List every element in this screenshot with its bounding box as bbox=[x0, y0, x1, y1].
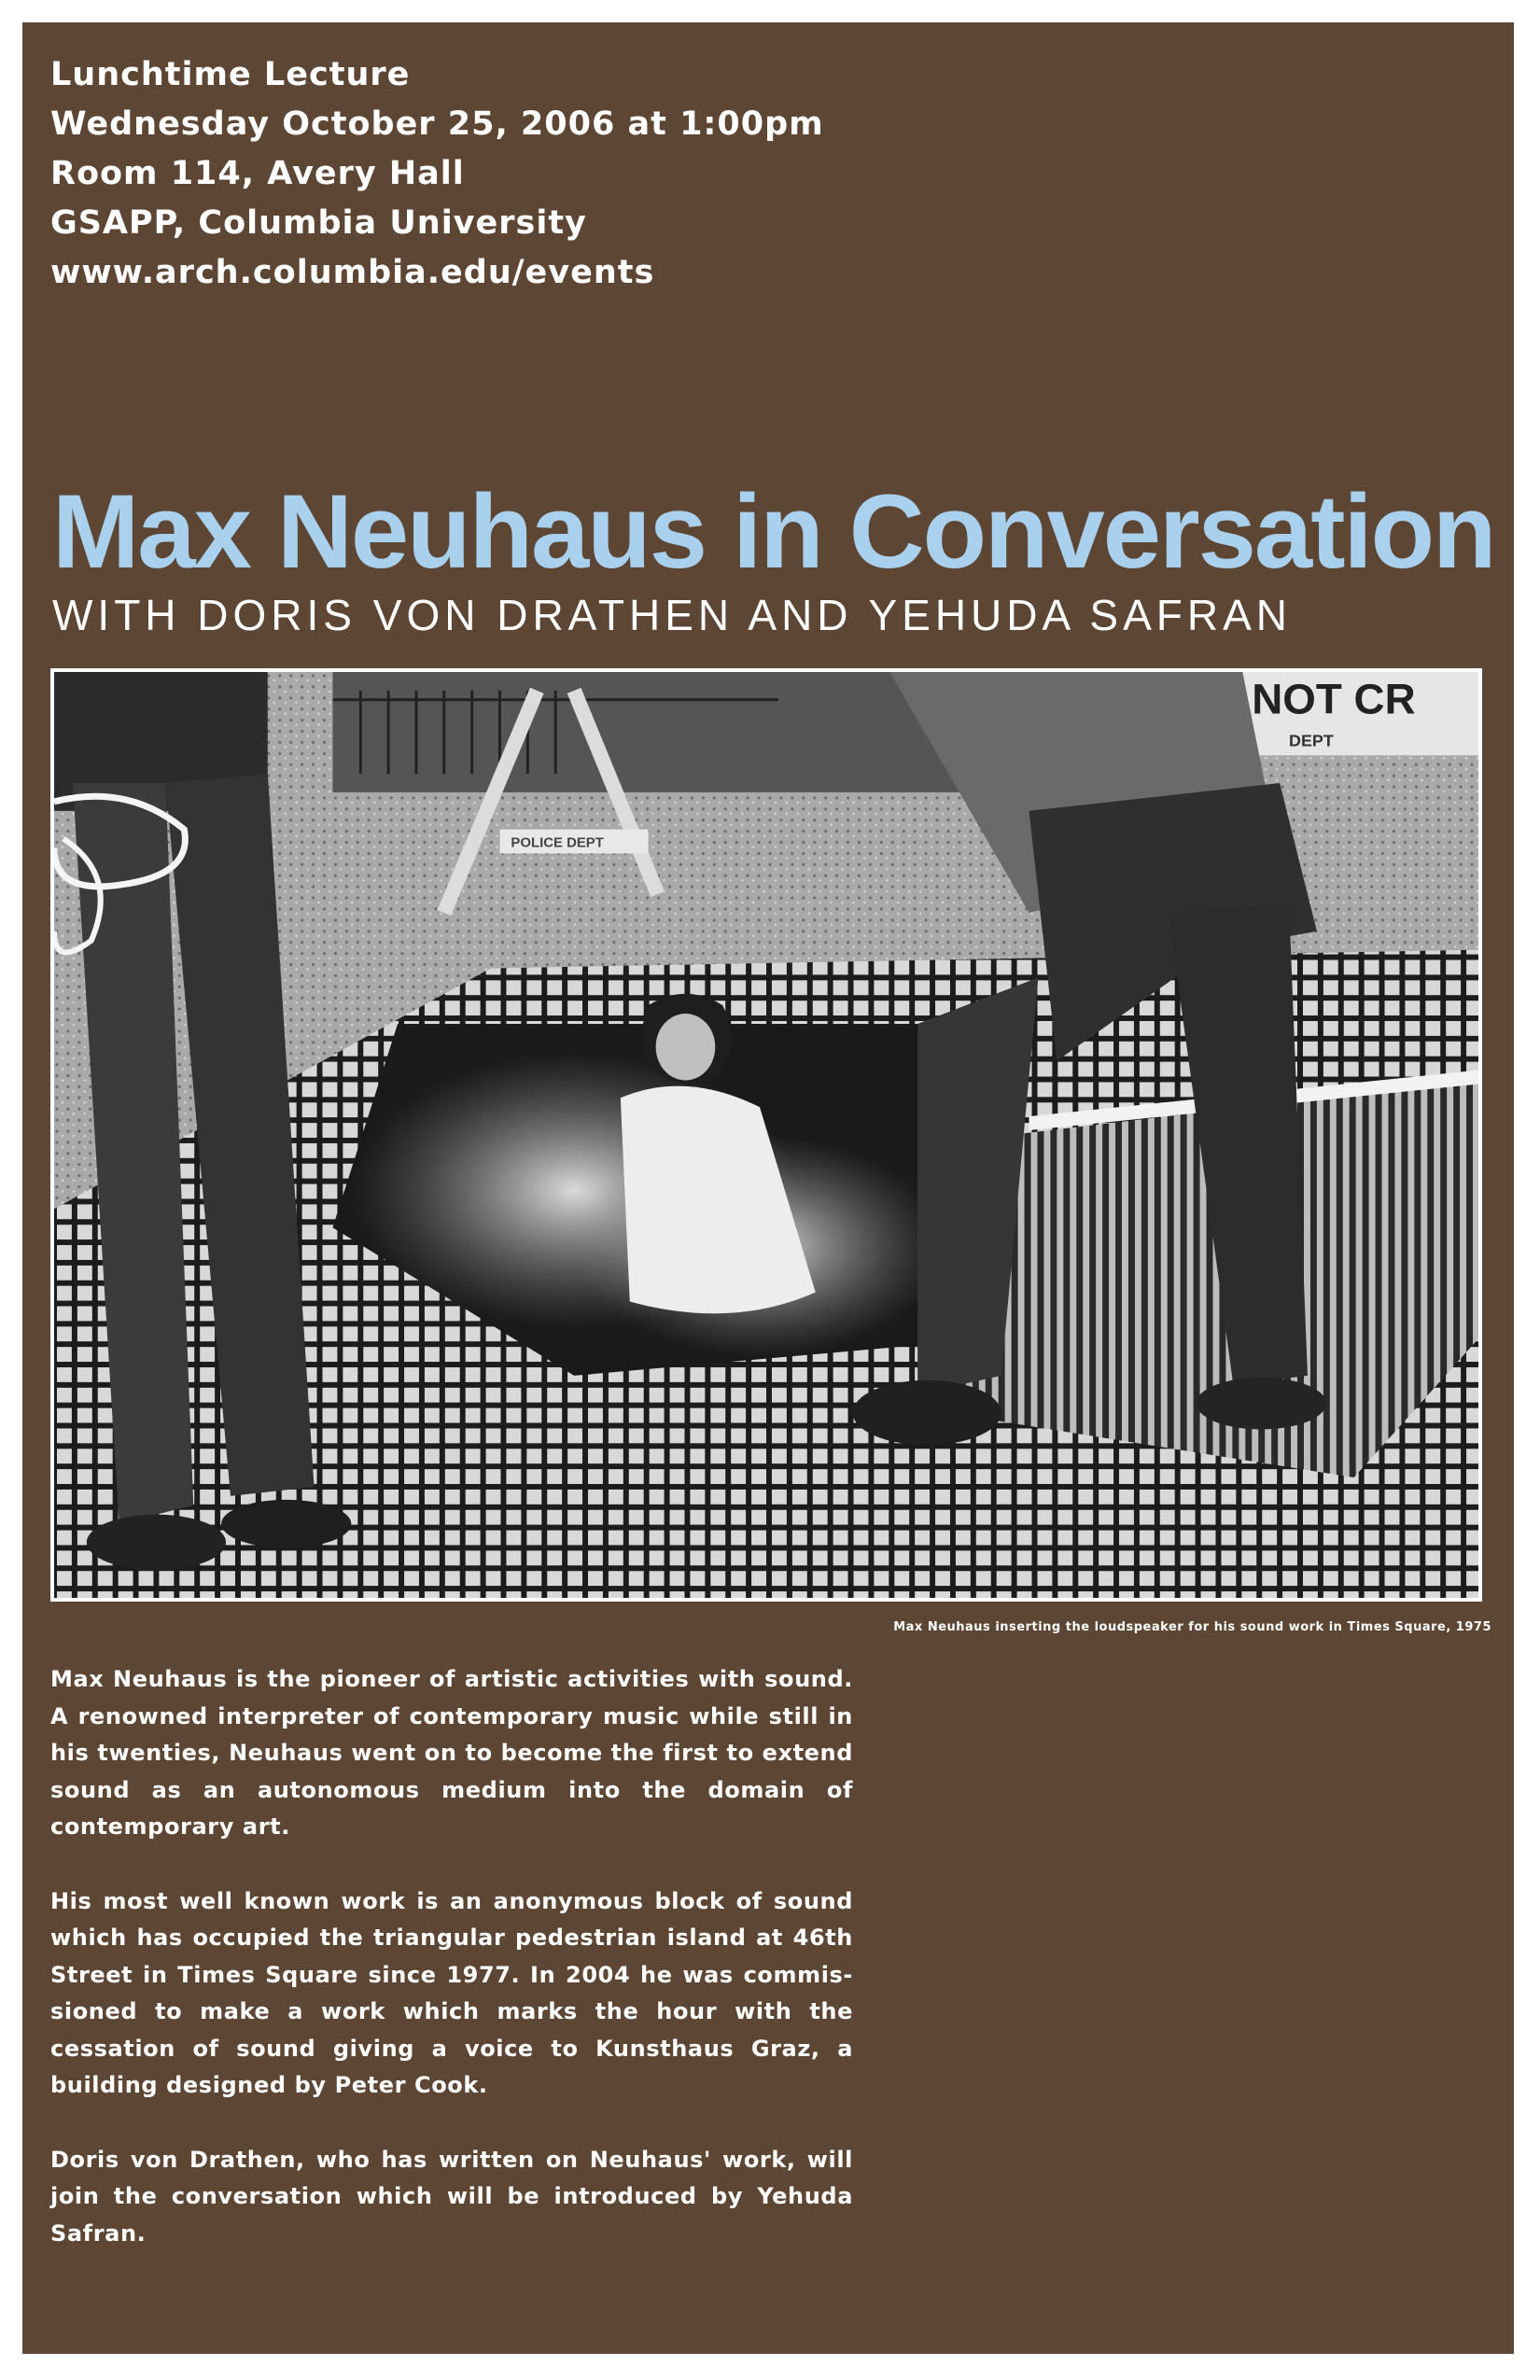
sawhorse-label: POLICE DEPT bbox=[511, 835, 604, 851]
body-text bbox=[50, 1661, 853, 2289]
event-room: Room 114, Avery Hall bbox=[50, 155, 465, 192]
poster-title: Max Neuhaus in Conversation bbox=[52, 473, 1495, 590]
sign-text-small: DEPT bbox=[1289, 731, 1334, 750]
photo-times-square bbox=[50, 668, 1482, 1602]
photo-caption: Max Neuhaus inserting the loudspeaker for his sound work in Times Square, 1975 bbox=[893, 1620, 1491, 1634]
poster-subtitle: WITH DORIS VON DRATHEN AND YEHUDA SAFRAN bbox=[52, 591, 1292, 639]
event-type: Lunchtime Lecture bbox=[50, 56, 411, 93]
paragraph-participants: Doris von Drathen, who has written on Neuhaus' work, will join the conversation which will be introduced by Yehuda Safran. bbox=[50, 2146, 853, 2247]
sign-text: NOT CR bbox=[1252, 675, 1416, 723]
event-institution: GSAPP, Columbia University bbox=[50, 204, 587, 242]
poster bbox=[22, 22, 1514, 2354]
event-date: Wednesday October 25, 2006 at 1:00pm bbox=[50, 105, 824, 143]
event-url[interactable]: www.arch.columbia.edu/events bbox=[50, 254, 655, 291]
paragraph-works: His most well known work is an anonymous block of sound which has occupied the triangular pedestrian island at 46th Street in Times Square since 1977. In 2004 he was commis-sioned to make a work which marks the hour with the cessation of sound giving a voice to Kunsthaus Graz, a building designed by Peter Cook. bbox=[50, 1887, 853, 2098]
event-info bbox=[50, 50, 824, 298]
paragraph-intro: Max Neuhaus is the pioneer of artistic activities with sound. A renowned interpreter of contemporary music while still in his twenties, Neuhaus went on to become the first to extend sound as an autonomous medium into the domain of contemporary art. bbox=[50, 1666, 853, 1840]
photo-illustration bbox=[54, 672, 1478, 1598]
